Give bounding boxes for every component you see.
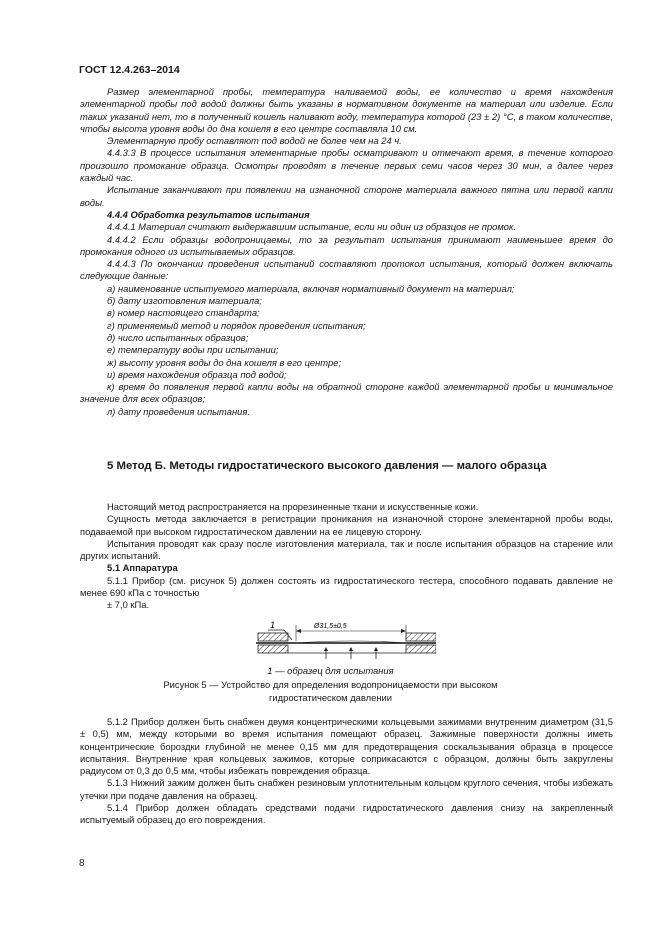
list-item: л) дату проведения испытания. — [107, 405, 250, 417]
list-item: в) номер настоящего стандарта; — [107, 307, 260, 319]
paragraph-5-1-1-accuracy: ± 7,0 кПа. — [107, 599, 150, 611]
paragraph-5-1-1: 5.1.1 Прибор (см. рисунок 5) должен состоять из гидростатического тестера, способного подавать давление не менее 690 кПа с точностью — [80, 574, 613, 599]
paragraph-scope: Настоящий метод распространяется на прорезиненные ткани и искусственные кожи. — [107, 501, 479, 512]
paragraph-4-4-3-3: 4.4.3.3 В процессе испытания элементарные пробы осматривают и отмечают время, в течение которого произошло промокание образца. Осмотры проводят в течение первых семи часов через 30 мин, а далее через каждый час. — [80, 147, 613, 184]
section-5-heading: 5 Метод Б. Методы гидростатического высокого давления — малого образца — [107, 460, 547, 472]
paragraph-4-4-4-2: 4.4.4.2 Если образцы водопроницаемы, то за результат испытания принимают наименьшее время до промокания одного из испытываемых образцов. — [80, 233, 613, 257]
paragraph-5-1-4: 5.1.4 Прибор должен обладать средствами подачи гидростатического давления снизу на закрепленный испытуемый образец до его повреждения. — [80, 802, 613, 826]
page-number: 8 — [79, 858, 85, 869]
paragraph-sample-size: Размер элементарной пробы, температура наливаемой воды, ее количество и время нахождения элементарной пробы под водой должны быть указаны в нормативном документе на материал или изделие. Если таких указаний нет, то в полученный кошель наливают воду, температура которой (23 ± 2) °С, в таком количестве, чтобы высота уровня воды до дна кошеля в его центре составляла 10 см. — [80, 86, 613, 134]
figure-5-device-drawing — [256, 619, 436, 661]
figure-caption-line2: гидростатическом давлении — [268, 691, 392, 703]
figure-caption — [0, 679, 661, 704]
paragraph-5-1-3: 5.1.3 Нижний зажим должен быть снабжен резиновым уплотнительным кольцом круглого сечения, чтобы избежать утечки при подаче давления на образец. — [80, 777, 613, 801]
section-5-body — [80, 501, 613, 612]
paragraph-5-1-2: 5.1.2 Прибор должен быть снабжен двумя концентрическими кольцевыми зажимами внутренним диаметром (31,5 ± 0,5) мм, между которыми во время испытания помещают образец. Зажимные поверхности должны иметь концентрические бороздки глубиной не менее 0,15 мм для предотвращения соскальзывания образца в процессе испытания. Внутренние края кольцевых зажимов, которые соприкасаются с образцом, должны быть закруглены радиусом от 0,3 до 0,5 мм, чтобы избежать повреждения образца. — [80, 716, 613, 777]
list-item: е) температуру воды при испытании; — [107, 344, 279, 356]
paragraph-under-water: Элементарную пробу оставляют под водой не более чем на 24 ч. — [107, 135, 402, 147]
paragraph-timing: Испытания проводят как сразу после изготовления материала, так и после испытания образцов на старение или других испытаний. — [80, 537, 613, 562]
list-item: б) дату изготовления материала; — [107, 295, 262, 307]
paragraph-4-4-4-3: 4.4.4.3 По окончании проведения испытаний составляют протокол испытания, который должен включать следующие данные: — [80, 258, 613, 282]
list-item: д) число испытанных образцов; — [107, 331, 249, 343]
heading-4-4-4: 4.4.4 Обработка результатов испытания — [107, 208, 310, 220]
list-item: и) время нахождения образца под водой; — [107, 368, 287, 380]
italic-section-4 — [80, 86, 613, 418]
paragraph-4-4-4-1: 4.4.4.1 Материал считают выдержавшим испытание, если ни один из образцов не промок. — [107, 221, 517, 233]
diameter-label: Ø31,5±0,5 — [314, 623, 347, 630]
figure-legend: 1 — образец для испытания — [267, 665, 394, 676]
paragraph-essence: Сущность метода заключается в регистрации проникания на изнаночной стороне элементарной пробы воды, подаваемой при высоком гидростатическом давлении на ее лицевую сторону. — [80, 513, 613, 537]
list-item: к) время до появления первой капли воды на обратной стороне каждой элементарной пробы и минимальное значение для всех образцов; — [80, 381, 613, 405]
list-item: ж) высоту уровня воды до дна кошеля в его центре; — [107, 356, 342, 368]
figure-caption-line1: Рисунок 5 — Устройство для определения водопроницаемости при высоком — [163, 679, 498, 690]
paragraph-test-end: Испытание заканчивают при появлении на изнаночной стороне материала важного пятна или первой капли воды. — [80, 184, 613, 208]
section-5-1-continued — [80, 716, 613, 827]
list-item: а) наименование испытуемого материала, включая нормативный документ на материал; — [107, 282, 515, 294]
callout-label: 1 — [270, 620, 276, 630]
document-header: ГОСТ 12.4.263–2014 — [79, 64, 180, 76]
heading-5-1: 5.1 Аппаратура — [107, 562, 178, 574]
list-item: г) применяемый метод и порядок проведения испытания; — [107, 319, 366, 331]
